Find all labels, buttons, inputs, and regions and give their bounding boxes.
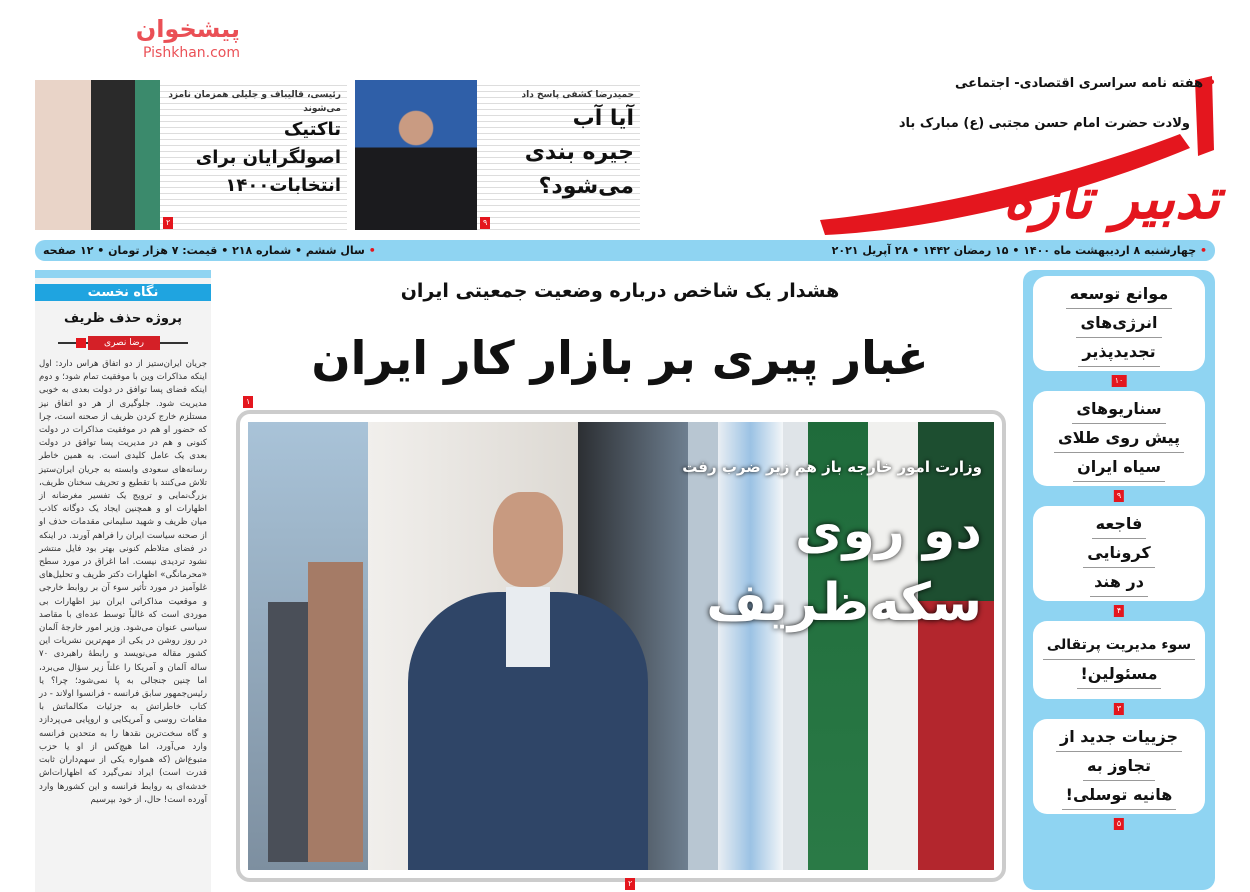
editorial-column [35, 270, 211, 892]
publication-type: • هفته نامه سراسری اقتصادی- اجتماعی [954, 76, 1216, 91]
sidebar-item[interactable]: سناریوهای پیش روی طلای سیاه ایران ۹ [1033, 391, 1205, 486]
issue-info: • سال ششم • شماره ۲۱۸ • قیمت: ۷ هزار تومان • ۱۲ صفحه [43, 244, 376, 257]
teaser-photo [355, 80, 477, 230]
page-number: ۱ [243, 396, 253, 408]
pishkhan-watermark: پیشخوان Pishkhan.com [135, 15, 240, 61]
issue-date: • چهارشنبه ۸ اردیبهشت ماه ۱۴۰۰ • ۱۵ رمضان ۱۴۴۲ • ۲۸ آپریل ۲۰۲۱ [831, 244, 1207, 257]
photo-headline: سکه‌ظریف [706, 573, 982, 633]
page-number: ۹ [480, 217, 490, 229]
page-number: ۲ [625, 878, 635, 890]
teaser-headline: می‌شود؟ [538, 174, 634, 199]
teaser-kicker: حمیدرضا کشفی پاسخ داد [521, 90, 634, 100]
page-number: ۹ [1114, 490, 1124, 502]
teaser-water[interactable] [355, 80, 640, 230]
greeting: ولادت حضرت امام حسن مجتبی (ع) مبارک باد [898, 116, 1190, 131]
zarif-photo [248, 422, 994, 870]
teaser-elections[interactable] [35, 80, 347, 230]
page-number: ۳ [1114, 703, 1124, 715]
sidebar-headlines [1023, 270, 1215, 890]
photo-headline: دو روی [794, 501, 982, 561]
main-kicker: هشدار یک شاخص درباره وضعیت جمعیتی ایران [400, 280, 840, 302]
teaser-headline: جیره بندی [524, 140, 634, 165]
teaser-headline: تاکتیک [283, 119, 341, 140]
teaser-headline: آیا آب [572, 106, 634, 131]
page-number: ۵ [1114, 818, 1124, 830]
page-number: ۴ [1114, 605, 1124, 617]
sidebar-item[interactable]: فاجعه کرونایی در هند ۴ [1033, 506, 1205, 601]
teaser-kicker: رئیسی، قالیباف و جلیلی همزمان نامزد می‌شوند [168, 90, 341, 114]
teaser-headline: انتخابات۱۴۰۰ [225, 175, 341, 196]
page-number: ۲ [163, 217, 173, 229]
sidebar-item[interactable]: سوء مدیریت پرتقالی مسئولین! ۳ [1033, 621, 1205, 699]
column-title[interactable]: پروژه حذف ظریف [64, 311, 182, 326]
photo-story[interactable] [236, 410, 1006, 882]
column-body: جریان ایران‌ستیز از دو اتفاق هراس دارد: اول اینکه مذاکرات وین با موفقیت تمام شود؛ و دوم اینکه فضای پسا توافق در دولت بعدی به خوبی مدیریت شود. جلوگیری از هر دو اتفاق نیز مستلزم خارج کردن ظریف از صحنه است، چرا که حضور او هم در موفقیت مذاکرات در دولت کنونی و هم در مدیریت پسا توافق در دولت بعدی یک عامل کلیدی است. به همین خاطر رسانه‌های سعودی وابسته به جریان ایران‌ستیز تلاش می‌کنند با تقطیع و تحریف سخنان ظریف، بزرگ‌نمایی و ترویج یک تفسیر مغرضانه از اظهارات او و همچنین ایجاد یک دوگانه کاذب میان ظریف و شهید سلیمانی مقدمات حذف او از صحنه سیاست ایران را فراهم آورند. در اینکه در فضای متلاطم کنونی بهتر بود فایل منتشر نشود تردیدی نیست. اما اغراق در مورد سطح «محرمانگی» اظهارات دکتر ظریف و تحلیل‌های غلوآمیز در مورد تأثیر سوء آن بر روابط خارجی و موقعیت مذاکراتی ایران نیز اظهارات بی موردی است که غالباً توسط عده‌ای با مقاصد سیاسی عنوان می‌شود. وزیر امور خارجهٔ آلمان در روز روشن در یکی از مهم‌ترین نشریات این کشور مقاله می‌نویسد و رابطهٔ راهبردی ۷۰ ساله آلمان و آمریکا را علناً زیر سؤال می‌برد، اما چنین جنجالی به پا نمی‌شود؛ چرا؟ یا رئیس‌جمهور سابق فرانسه - فرانسوا اولاند - در کتاب خاطراتش به جزئیات مکالماتش با مقامات روسی و آمریکایی و اروپایی می‌پردازد و گاه سخت‌ترین نقدها را به متحدین فرانسه وارد می‌آورد، اما هیچ‌کس از او یا حزب متبوع‌اش (که همواره یکی از سهم‌داران ثابت قدرت است) ایراد نمی‌گیرد که اظهارات‌اش خدشه‌ای به روابط فرانسه و این کشورها وارد آورده است! حال، از خود بپرسیم [39, 359, 207, 805]
masthead-logo [800, 70, 1220, 238]
sidebar-item[interactable]: موانع توسعه انرژی‌های تجدیدپذیر ۱۰ [1033, 276, 1205, 371]
logo-text: تدبیر تازه [1003, 166, 1220, 232]
main-headline[interactable]: غبار پیری بر بازار کار ایران [311, 331, 929, 385]
teaser-headline: اصولگرایان برای [195, 147, 341, 168]
section-label: نگاه نخست [35, 284, 211, 301]
page-number: ۱۰ [1112, 375, 1127, 387]
date-bar [35, 240, 1215, 261]
sidebar-item[interactable]: جزییات جدید از تجاوز به هانیه توسلی! ۵ [1033, 719, 1205, 814]
photo-kicker: وزارت امور خارجه باز هم زیر ضرب رفت [682, 458, 982, 476]
author-tag: رضا نصری [58, 336, 188, 350]
teaser-photo [35, 80, 160, 230]
